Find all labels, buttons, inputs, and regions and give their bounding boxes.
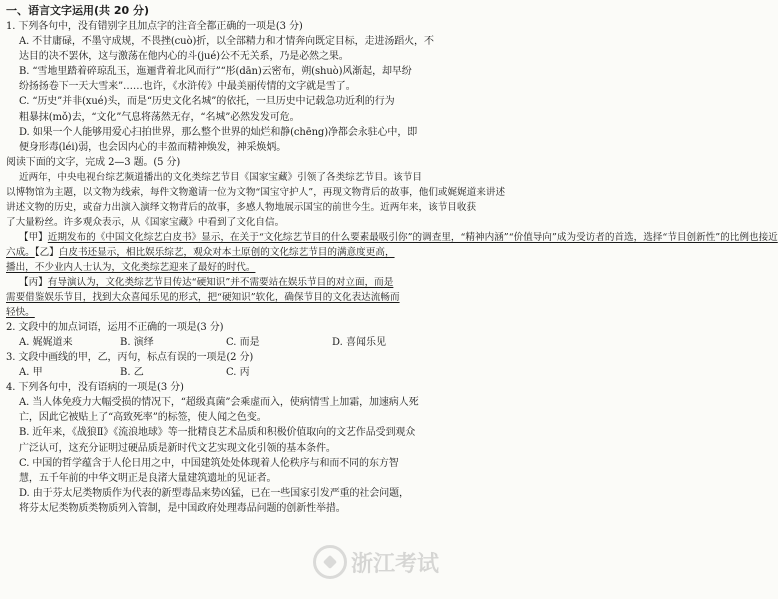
- q1-option-d-line2: 便身形毒(léi)弱，也会因内心的丰盈而精神焕发，神采焕炳。: [19, 141, 287, 153]
- q1-option-b-line2: 纷扬扬卷下一天大雪来”……也许，《水浒传》中最美丽传情的文字就是雪了。: [19, 81, 356, 93]
- q4-stem: 4. 下列各句中，没有语病的一项是(3 分): [6, 382, 184, 394]
- yi-label: 【乙】: [34, 246, 59, 258]
- reading-intro: 阅读下面的文字，完成 2—3 题。(5 分): [6, 156, 181, 168]
- q4-option-b-line2: 广泛认可，这充分证明过硬品质是新时代文艺实现文化引领的基本条件。: [19, 442, 336, 454]
- q1-option-c-line2: 粗暴抹(mǒ)去，“文化”气息将荡然无存，“名城”必然发发可危。: [19, 111, 300, 123]
- q4-option-b-line1: B. 近年来，《战狼Ⅱ》《流浪地球》等一批精良艺术品质和积极价值取向的文艺作品受到观众: [19, 427, 416, 439]
- q3-option-a: A. 甲: [19, 367, 43, 379]
- bing-label: 【丙】: [19, 276, 48, 288]
- q4-option-a-line2: 亡，因此它被贴上了“高致死率”的标签，使人闻之色变。: [19, 412, 267, 424]
- q1-option-a-line1: A. 不甘庸碌，不墨守成规，不畏挫(cuò)折，以全部精力和才情奔向既定目标，走进汤蹈火，不: [19, 36, 434, 48]
- section-title: 一、语言文字运用(共 20 分): [6, 4, 150, 17]
- passage-yi-line2: [6, 260, 439, 275]
- passage-jia-line1: [6, 230, 778, 245]
- exam-page: [6, 3, 778, 516]
- q2-option-a: A. 娓娓道来: [19, 337, 73, 349]
- q4-option-c-line1: C. 中国的哲学蕴含于人伦日用之中，中国建筑处处体现着人伦秩序与和而不同的东方智: [19, 457, 399, 469]
- passage-bing-line1: [6, 275, 439, 290]
- q4-option-d-line2: 将芬太尼类物质类物质列入管制，是中国政府处理毒品问题的创新性举措。: [19, 502, 346, 514]
- passage-bing-line3: [6, 305, 439, 320]
- q1-option-c-line1: C. “历史”并非(xué)头，而是“历史文化名城”的依托，一旦历史中记载急功近利的行为: [19, 96, 395, 108]
- passage-p1-line2: 以博物馆为主题，以文物为线索，每件文物邀请一位为文物“国宝守护人”，再现文物背后的故事，他们或娓娓道来讲述: [6, 186, 506, 198]
- watermark-text: 浙江考试: [350, 551, 439, 577]
- yi-sentence: 白皮书还显示，相比娱乐综艺，观众对本土原创的文化综艺节目的满意度更高，: [58, 246, 395, 258]
- q2-option-d: D. 喜闻乐见: [332, 337, 387, 349]
- q1-stem: 1. 下列各句中，没有错别字且加点字的注音全都正确的一项是(3 分): [6, 21, 303, 32]
- passage-jia-line2: [6, 245, 439, 260]
- yi-sentence-end: 播出，不少业内人士认为，文化类综艺迎来了最好的时代。: [6, 261, 256, 273]
- q2-option-c: C. 而是: [226, 337, 260, 349]
- bing-sentence-cont: 需要借鉴娱乐节目，找到大众喜闻乐见的形式，把“硬知识”软化，确保节目的文化表达流畅而: [6, 291, 400, 303]
- q1-option-b-line1: B. “雪地里踏着碎琼乱玉，迤逦背着北风而行”“彤(dān)云密布，朔(shuò)风渐起，却早纷: [19, 66, 412, 78]
- q4-option-c-line2: 慧，五千年前的中华文明正是良渚大量建筑遗址的见证者。: [19, 472, 277, 484]
- passage-p1-line3: 讲述文物的历史，或奋力出演入演绎文物背后的故事，多感人物地展示国宝的前世今生。近两年来，该节目收获: [6, 201, 477, 213]
- jia-label: 【甲】: [19, 231, 48, 243]
- q2-options: [6, 335, 439, 350]
- watermark-logo-icon: [313, 545, 347, 579]
- bing-sentence-end: 轻快。: [6, 306, 35, 318]
- q4-option-a-line1: A. 当人体免疫力大幅受损的情况下，“超级真菌”会乘虚而入，使病情雪上加霜，加速病人死: [19, 397, 419, 409]
- q3-options: [6, 365, 439, 380]
- q1-option-d-line1: D. 如果一个人能够用爱心扫拍世界，那么整个世界的灿烂和静(chēng)净都会永驻心中，即: [19, 126, 418, 138]
- passage-bing-line2: [6, 290, 439, 305]
- bing-sentence: 有导演认为，文化类综艺节目传达“硬知识”并不需要站在娱乐节目的对立面，而是: [47, 276, 394, 288]
- jia-sentence-end: 六成。: [6, 246, 35, 258]
- passage-p1-line4: 了大量粉丝。许多观众表示，从《国家宝藏》中看到了文化自信。: [6, 216, 285, 228]
- watermark: [313, 545, 439, 579]
- q3-option-c: C. 丙: [226, 367, 250, 379]
- jia-sentence: 近期发布的《中国文化综艺白皮书》显示，在关于“文化综艺节目的什么要素最吸引你”的调查里，“精神内涵”“价值导向”成为受访者的首选，选择“节目创新性”的比例也接近: [47, 231, 778, 243]
- q2-stem: 2. 文段中的加点词语，运用不正确的一项是(3 分): [6, 321, 224, 333]
- passage-p1-line1: 近两年，中央电视台综艺频道播出的文化类综艺节目《国家宝藏》引领了各类综艺节目。该节目: [19, 171, 422, 183]
- q4-option-d-line1: D. 由于芬太尼类物质作为代表的新型毒品来势凶猛，已在一些国家引发严重的社会问题，: [19, 487, 409, 499]
- q2-option-b: B. 演绎: [120, 337, 154, 349]
- q3-option-b: B. 乙: [120, 367, 144, 379]
- q3-stem: 3. 文段中画线的甲，乙，丙句，标点有误的一项是(2 分): [6, 352, 254, 364]
- q1-option-a-line2: 达目的决不罢休，这与激荡在他内心的斗(jué)公不无关系，乃是必然之果。: [19, 51, 349, 63]
